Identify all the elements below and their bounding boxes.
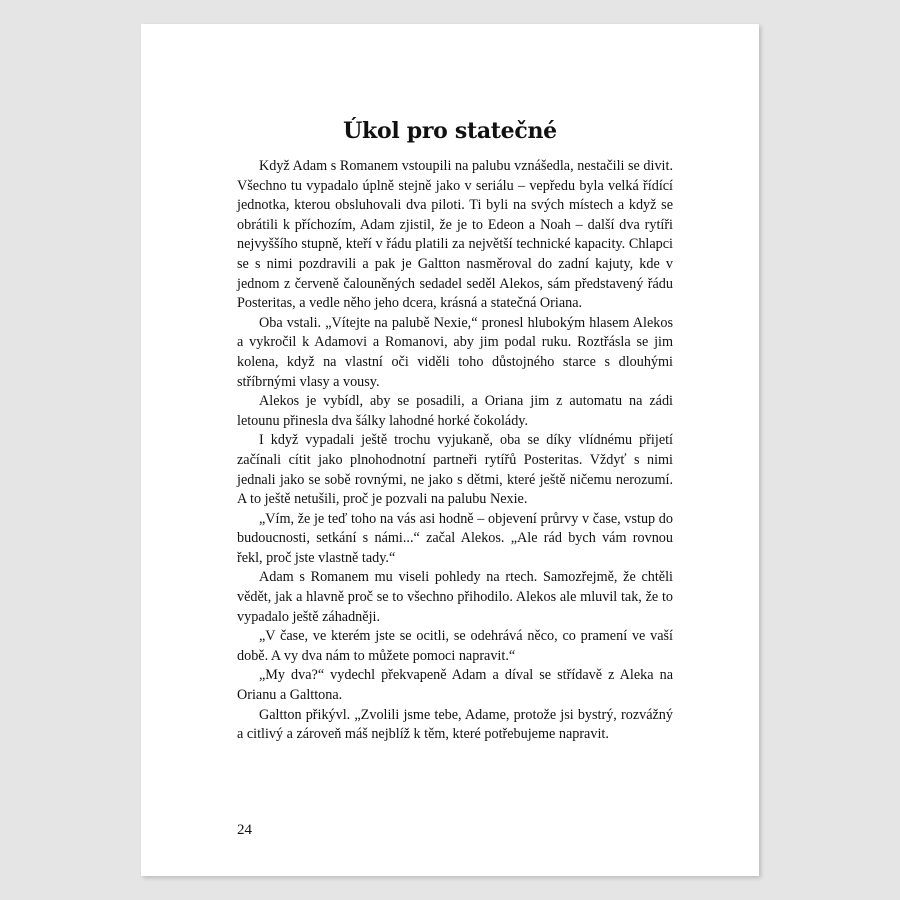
paragraph: „My dva?“ vydechl překvapeně Adam a díval se střídavě z Aleka na Orianu a Galttona. — [237, 667, 673, 704]
paragraph: „Vím, že je teď toho na vás asi hodně – objevení průrvy v čase, vstup do budoucnosti, setkání s námi...“ začal Alekos. „Ale rád bych vám rovnou řekl, proč jste vlastně tady.“ — [237, 510, 673, 566]
paragraph: „V čase, ve kterém jste se ocitli, se odehrává něco, co pramení ve vaší době. A vy dva nám to můžete pomoci napravit.“ — [237, 628, 673, 664]
chapter-title: Úkol pro statečné — [343, 118, 557, 144]
paragraph: Galtton přikývl. „Zvolili jsme tebe, Adame, protože jsi bystrý, rozvážný a citlivý a zároveň máš nejblíž k těm, které potřebujeme napravit. — [237, 706, 673, 743]
paragraph: Když Adam s Romanem vstoupili na palubu vznášedla, nestačili se divit. Všechno tu vypadalo úplně stejně jako v seriálu – vepředu byla velká řídící jednotka, kterou obsluhovali dva piloti. Ti byli na svých místech a když se obrátili k příchozím, Adam zjistil, že je to Edeon a Noah – další dva rytíři nejvyššího stupně, kteří v řádu platili za největší technické kapacity. Chlapci se s nimi pozdravili a pak je Galtton nasměroval do zadní kajuty, kde v jednom z červeně čalouněných sedadel seděl Alekos, sám představený řádu Posteritas, a vedle něho jeho dcera, krásná a statečná Oriana. — [237, 158, 673, 312]
body-text — [237, 157, 673, 745]
paragraph: I když vypadali ještě trochu vyjukaně, oba se díky vlídnému přijetí začínali cítit jako plnohodnotní partneři rytířů Posteritas. Vždyť s nimi jednali jako se sobě rovnými, ne jako s dětmi, které ještě ničemu nerozumí. A to ještě netušili, proč je pozvali na palubu Nexie. — [237, 432, 673, 508]
book-page — [141, 24, 759, 876]
paragraph: Adam s Romanem mu viseli pohledy na rtech. Samozřejmě, že chtěli vědět, jak a hlavně proč se to všechno přihodilo. Alekos ale mluvil tak, že to vypadalo ještě záhadněji. — [237, 569, 673, 625]
page-number: 24 — [237, 822, 252, 838]
paragraph: Oba vstali. „Vítejte na palubě Nexie,“ pronesl hlubokým hlasem Alekos a vykročil k Adamovi a Romanovi, aby jim podal ruku. Roztřásla se jim kolena, když na vlastní oči viděli toho důstojného starce s dlouhými stříbrnými vlasy a vousy. — [237, 314, 673, 390]
paragraph: Alekos je vybídl, aby se posadili, a Oriana jim z automatu na zádi letounu přinesla dva šálky lahodné horké čokolády. — [237, 393, 673, 429]
